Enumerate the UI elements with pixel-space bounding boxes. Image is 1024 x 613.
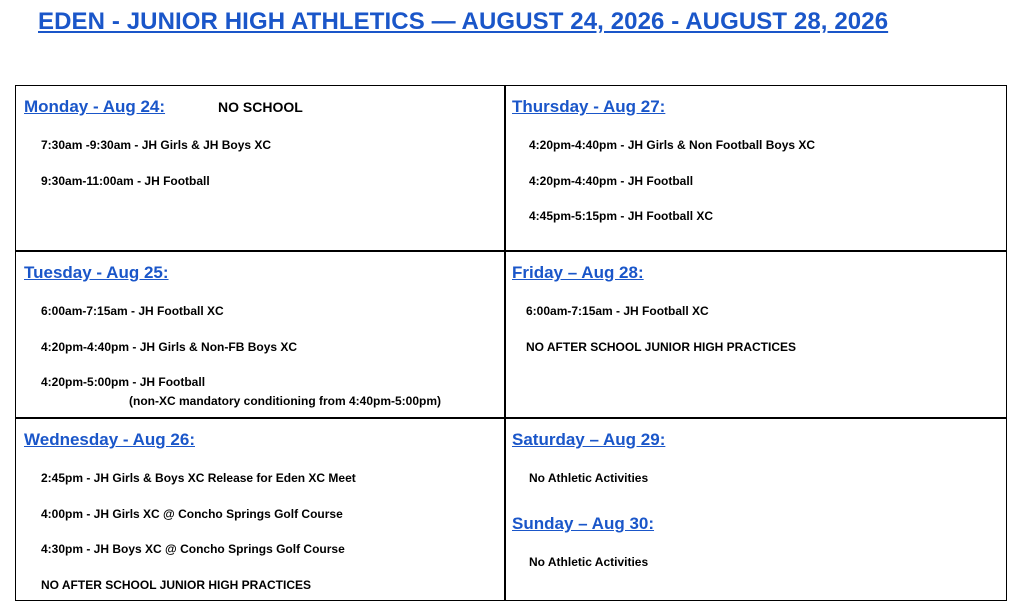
sunday-item: No Athletic Activities	[529, 555, 649, 569]
wednesday-item: 4:30pm - JH Boys XC @ Concho Springs Golf Course	[41, 542, 345, 556]
tuesday-title: Tuesday - Aug 25:	[24, 263, 169, 282]
tuesday-item: 4:20pm-4:40pm - JH Girls & Non-FB Boys XC	[41, 340, 298, 354]
schedule-grid	[15, 85, 1007, 601]
tuesday-item: 4:20pm-5:00pm - JH Football	[41, 375, 206, 389]
monday-item: 7:30am -9:30am - JH Girls & JH Boys XC	[41, 138, 272, 152]
friday-item: NO AFTER SCHOOL JUNIOR HIGH PRACTICES	[526, 340, 797, 354]
tuesday-item-note: (non-XC mandatory conditioning from 4:40pm-5:00pm)	[129, 394, 442, 408]
tuesday-item: 6:00am-7:15am - JH Football XC	[41, 304, 224, 318]
monday-cell	[16, 86, 504, 250]
saturday-title: Saturday – Aug 29:	[512, 430, 666, 449]
monday-title: Monday - Aug 24:	[24, 97, 166, 116]
page-title: EDEN - JUNIOR HIGH ATHLETICS — AUGUST 24, 2026 - AUGUST 28, 2026	[38, 8, 889, 35]
wednesday-cell	[16, 419, 504, 601]
friday-item: 6:00am-7:15am - JH Football XC	[526, 304, 709, 318]
wednesday-item: NO AFTER SCHOOL JUNIOR HIGH PRACTICES	[41, 578, 312, 592]
wednesday-title: Wednesday - Aug 26:	[24, 430, 195, 449]
saturday-item: No Athletic Activities	[529, 471, 649, 485]
friday-cell	[506, 252, 1006, 417]
wednesday-item: 2:45pm - JH Girls & Boys XC Release for Eden XC Meet	[41, 471, 356, 485]
monday-item: 9:30am-11:00am - JH Football	[41, 174, 210, 188]
thursday-title: Thursday - Aug 27:	[512, 97, 666, 116]
thursday-item: 4:20pm-4:40pm - JH Football	[529, 174, 694, 188]
thursday-cell	[506, 86, 1006, 250]
monday-no-school-note: NO SCHOOL	[218, 99, 303, 115]
weekend-cell	[506, 419, 1006, 601]
thursday-item: 4:45pm-5:15pm - JH Football XC	[529, 209, 714, 223]
sunday-title: Sunday – Aug 30:	[512, 514, 655, 533]
friday-title: Friday – Aug 28:	[512, 263, 644, 282]
thursday-item: 4:20pm-4:40pm - JH Girls & Non Football Boys XC	[529, 138, 816, 152]
wednesday-item: 4:00pm - JH Girls XC @ Concho Springs Golf Course	[41, 507, 343, 521]
tuesday-cell	[16, 252, 504, 417]
